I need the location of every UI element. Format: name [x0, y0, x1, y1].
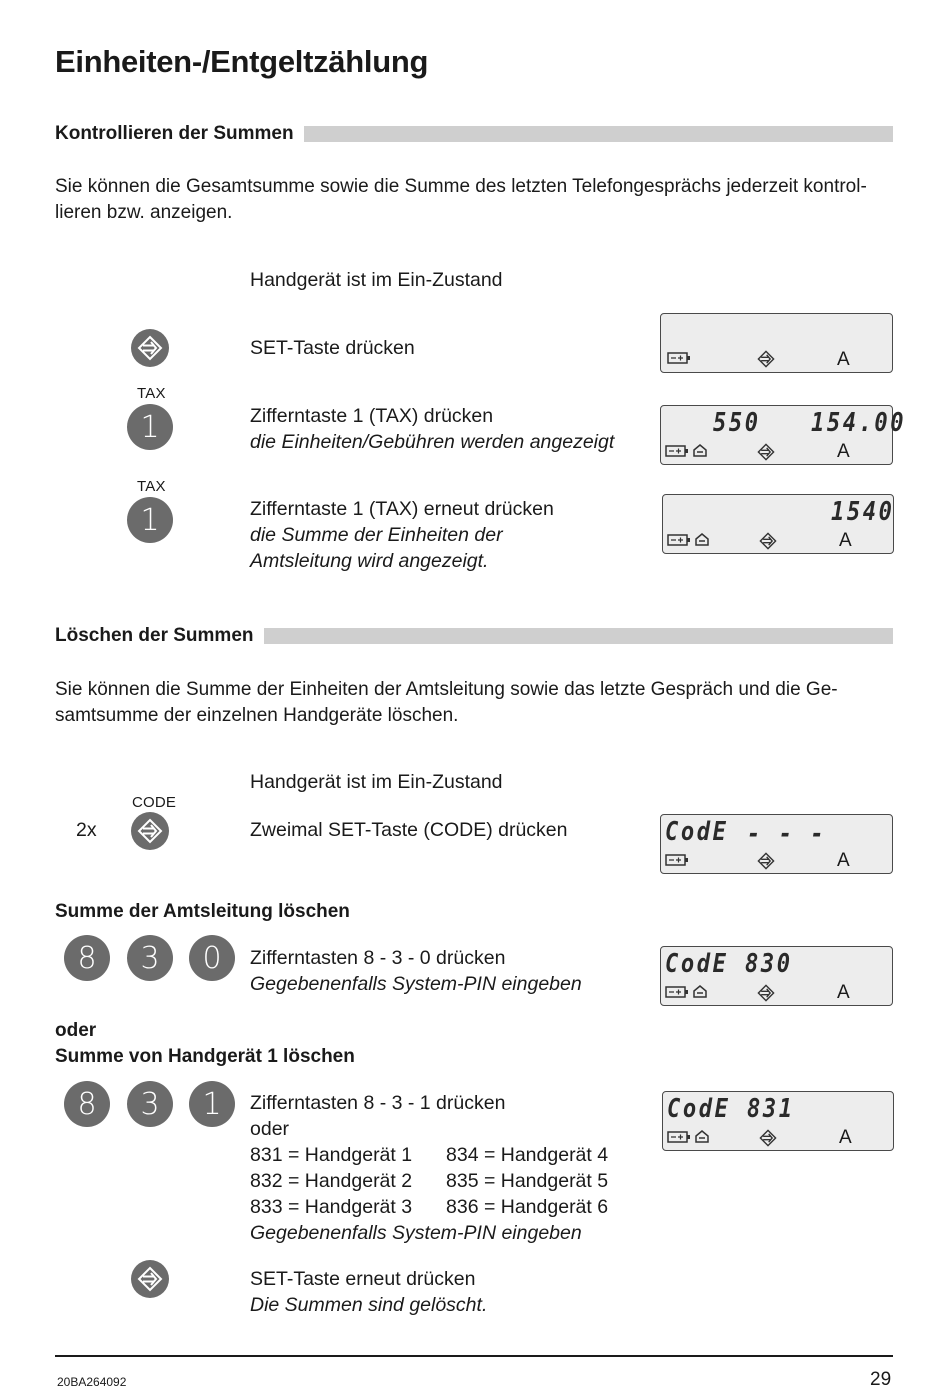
- step-831: [250, 1090, 608, 1246]
- lcd-line-total-value: 1540: [831, 497, 895, 527]
- page-number: 29: [870, 1369, 892, 1390]
- digit-key-3: 3: [127, 1081, 173, 1127]
- lcd-charges-value: 154.00: [811, 408, 907, 438]
- home-base-icon: [694, 1129, 710, 1144]
- lcd-display-code-830: [660, 946, 893, 1006]
- set-symbol-icon: [757, 350, 775, 368]
- handset-row: 832 = Handgerät 2 835 = Handgerät 5: [250, 1170, 609, 1192]
- lcd-code-number: 830: [745, 949, 793, 979]
- step-831-note: Gegebenenfalls System-PIN eingeben: [250, 1222, 582, 1244]
- home-base-icon: [692, 443, 708, 458]
- set-symbol-icon: [759, 1129, 777, 1147]
- digit-key-0: 0: [189, 935, 235, 981]
- home-base-icon: [694, 532, 710, 547]
- battery-icon: [667, 533, 691, 547]
- step-tax-key-again-text: Zifferntaste 1 (TAX) erneut drücken: [250, 498, 554, 520]
- line-a-indicator: A: [837, 441, 850, 462]
- set-symbol-icon: [757, 984, 775, 1002]
- step-831-oder: oder: [250, 1118, 290, 1140]
- digit-key-1: 1: [127, 404, 173, 450]
- step-830-note: Gegebenenfalls System-PIN eingeben: [250, 973, 582, 995]
- step-code-key: Zweimal SET-Taste (CODE) drücken: [250, 819, 568, 841]
- line-a-indicator: A: [839, 1127, 852, 1148]
- set-symbol-icon: [759, 532, 777, 550]
- line-a-indicator: A: [839, 530, 852, 551]
- lcd-display-line-total: [662, 494, 894, 554]
- subheading-handset-reset: Summe von Handgerät 1 löschen: [55, 1046, 355, 1067]
- section-heading-label: Löschen der Summen: [55, 625, 254, 646]
- set-key-icon: [131, 329, 169, 367]
- step-final-set: [250, 1266, 487, 1318]
- section-heading-bar: [264, 628, 894, 644]
- section1-intro-line1: Sie können die Gesamtsumme sowie die Summe des letzten Telefongesprächs jederzeit kontrol-: [55, 176, 867, 197]
- step-tax-key-again-note2: Amtsleitung wird angezeigt.: [250, 550, 489, 572]
- digit-key-8: 8: [64, 935, 110, 981]
- lcd-display-code: [660, 814, 893, 874]
- handset-row: 831 = Handgerät 1 834 = Handgerät 4: [250, 1144, 609, 1166]
- step-handset-on: Handgerät ist im Ein-Zustand: [250, 269, 503, 291]
- battery-icon: [665, 444, 689, 458]
- set-symbol-icon: [757, 443, 775, 461]
- lcd-code-number: 831: [747, 1094, 795, 1124]
- set-symbol-icon: [757, 852, 775, 870]
- lcd-display-standby: [660, 313, 893, 373]
- step-set-key: SET-Taste drücken: [250, 337, 415, 359]
- section-heading-kontrollieren: [55, 121, 893, 147]
- step-tax-key-text: Zifferntaste 1 (TAX) drücken: [250, 405, 494, 427]
- lcd-code-text: CodE: [665, 949, 729, 979]
- step-handset-on: Handgerät ist im Ein-Zustand: [250, 771, 503, 793]
- step-tax-key-note: die Einheiten/Gebühren werden angezeigt: [250, 431, 615, 453]
- battery-icon: [667, 351, 691, 365]
- set-key-icon: [131, 1260, 169, 1298]
- section1-intro: [55, 174, 895, 226]
- step-831-text: Zifferntasten 8 - 3 - 1 drücken: [250, 1092, 506, 1114]
- section-heading-bar: [304, 126, 893, 142]
- step-final-set-note: Die Summen sind gelöscht.: [250, 1294, 488, 1316]
- step-830: [250, 945, 582, 997]
- lcd-units-value: 550: [713, 408, 761, 438]
- section2-intro: [55, 677, 895, 729]
- digit-key-1: 1: [127, 497, 173, 543]
- battery-icon: [665, 985, 689, 999]
- battery-icon: [665, 853, 689, 867]
- section2-intro-line1: Sie können die Summe der Einheiten der Amtsleitung sowie das letzte Gespräch und die Ge-: [55, 679, 838, 700]
- digit-key-1: 1: [189, 1081, 235, 1127]
- tax-key-label: TAX: [137, 478, 166, 495]
- lcd-code-text: CodE: [667, 1094, 731, 1124]
- handset-row: 833 = Handgerät 3 836 = Handgerät 6: [250, 1196, 609, 1218]
- step-tax-key-again-note1: die Summe der Einheiten der: [250, 524, 503, 546]
- footer-rule: [55, 1355, 893, 1357]
- section-heading-label: Kontrollieren der Summen: [55, 123, 294, 144]
- set-key-icon: [131, 812, 169, 850]
- repeat-count: 2x: [76, 819, 97, 841]
- line-a-indicator: A: [837, 349, 850, 370]
- section2-intro-line2: samtsumme der einzelnen Handgeräte löschen.: [55, 705, 459, 726]
- oder-label: oder: [55, 1020, 97, 1041]
- step-final-set-text: SET-Taste erneut drücken: [250, 1268, 476, 1290]
- lcd-code-text: CodE: [665, 817, 729, 847]
- step-830-text: Zifferntasten 8 - 3 - 0 drücken: [250, 947, 506, 969]
- home-base-icon: [692, 984, 708, 999]
- step-tax-key-again: [250, 496, 554, 574]
- digit-key-3: 3: [127, 935, 173, 981]
- tax-key-label: TAX: [137, 385, 166, 402]
- line-a-indicator: A: [837, 850, 850, 871]
- page-title: Einheiten-/Entgeltzählung: [55, 44, 429, 79]
- lcd-display-code-831: [662, 1091, 894, 1151]
- section1-intro-line2: lieren bzw. anzeigen.: [55, 202, 233, 223]
- line-a-indicator: A: [837, 982, 850, 1003]
- battery-icon: [667, 1130, 691, 1144]
- step-tax-key: [250, 403, 614, 455]
- subheading-line-reset: Summe der Amtsleitung löschen: [55, 901, 350, 922]
- section-heading-loeschen: [55, 623, 893, 649]
- lcd-display-units: [660, 405, 907, 465]
- code-key-label: CODE: [132, 794, 177, 811]
- digit-key-8: 8: [64, 1081, 110, 1127]
- lcd-code-dashes: - - -: [747, 819, 827, 849]
- document-code: 20BA264092: [57, 1375, 127, 1389]
